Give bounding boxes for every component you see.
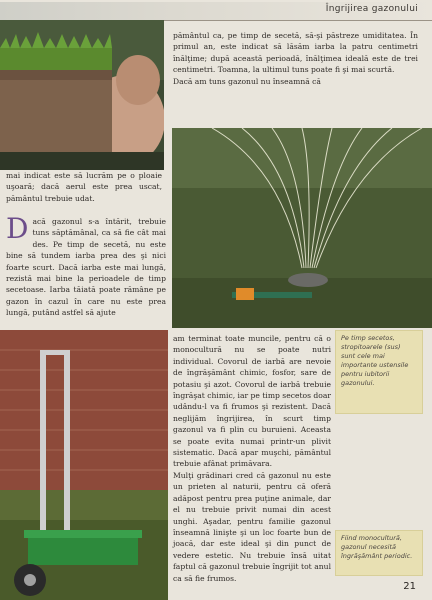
paragraph: Mulţi grădinari cred că gazonul nu este un prieten al naturii, pentru că oferă adăpost pentru prea puţine animale, dar el nu trebuie privit numai din acest unghi. Aşadar, pentru familie gazonul înseamnă linişte şi un loc foarte bun de joacă, dar este ideal şi din punct de vedere estetic. Nu trebuie însă uitat faptul că gazonul trebuie îngrijit tot anul ca să fie frumos. <box>173 470 331 583</box>
paragraph-text: acă gazonul s-a întărit, trebuie tuns săptămânal, ca să fie cât mai des. Pe timp de secetă, nu este bine să tundem iarba prea des şi nici foarte scurt. Dacă iarba este mai lungă, rezistă mai bine la perioadele de timp secetoase. Iarba tăiată poate rămâne pe gazon în cazul în care nu este prea lungă, putând astfel să ajute <box>6 217 166 318</box>
turf-sample-photo <box>0 20 164 170</box>
caption-sprinkler: Pe timp secetos, stropitoarele (sus) sunt cele mai importante ustensile pentru iubitorii gazonului. <box>341 334 409 387</box>
body-text-left-intro <box>6 170 162 204</box>
page-number: 21 <box>403 581 416 592</box>
paragraph-with-dropcap <box>6 212 166 319</box>
paragraph: mai indicat este să lucrăm pe o ploaie uşoară; dacă aerul este prea uscat, pământul trebuie udat. <box>6 171 162 203</box>
body-text-left-main <box>6 212 166 319</box>
paragraph: pământul ca, pe timp de secetă, să-şi păstreze umiditatea. În primul an, este indicat să lăsăm iarba la patru centimetri înălţime; după această perioadă, înălţimea ideală este de trei centimetri. Toamna, la ultimul tuns poate fi şi mai scurtă. <box>173 31 418 75</box>
caption-spreader: Fiind monocultură, gazonul necesită îngrăşământ periodic. <box>341 534 413 560</box>
lawn-sprinkler-photo <box>172 128 432 328</box>
paragraph: am terminat toate muncile, pentru că o monocultură nu se poate nutri individual. Covorul de iarbă are nevoie de îngrăşământ chimic, fosfor, sare de potasiu şi azot. Covorul de iarbă trebuie îngrăşat chimic, iar pe timp secetos doar udându-l va fi frumos şi rezistent. Dacă neglijăm îngrijirea, în scurt timp gazonul va fi plin cu buruieni. Aceasta se poate evita numai printr-un plivit sistematic. Dacă apar muşchi, pământul trebuie afânat primăvara. <box>173 334 331 469</box>
running-header-title: Îngrijirea gazonului <box>325 4 418 14</box>
drop-cap: D <box>6 212 29 245</box>
paragraph: Dacă am tuns gazonul nu înseamnă că <box>173 76 321 86</box>
body-text-middle-column <box>173 333 331 584</box>
fertilizer-spreader-photo <box>0 330 168 600</box>
body-text-top-right <box>173 30 418 87</box>
